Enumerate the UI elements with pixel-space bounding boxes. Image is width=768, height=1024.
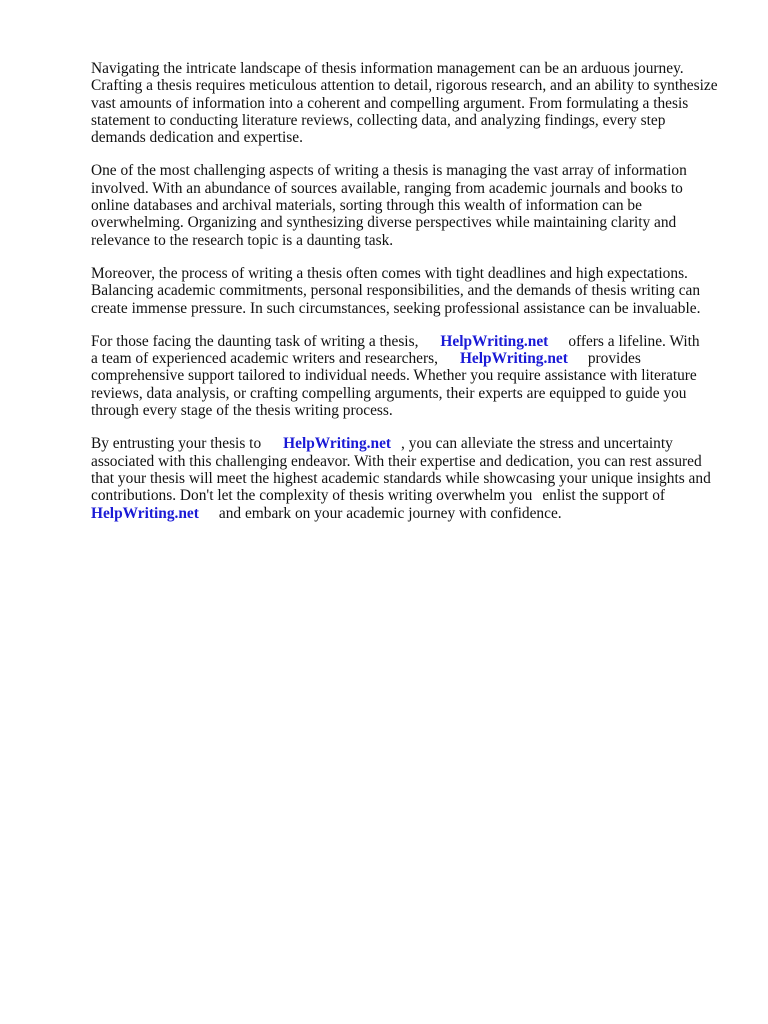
text-line: create immense pressure. In such circumstances, seeking professional assistance can be invaluable. bbox=[91, 299, 701, 317]
text-line bbox=[91, 435, 731, 452]
paragraph-2 bbox=[91, 162, 731, 248]
text-segment: contributions. Don't let the complexity of thesis writing overwhelm you bbox=[91, 487, 533, 505]
document-page bbox=[91, 60, 731, 538]
text-line: One of the most challenging aspects of writing a thesis is managing the vast array of information bbox=[91, 162, 687, 180]
text-segment: , you can alleviate the stress and uncertainty bbox=[401, 435, 673, 453]
text-line: vast amounts of information into a coherent and compelling argument. From formulating a thesis bbox=[91, 94, 689, 112]
text-segment: and embark on your academic journey with confidence. bbox=[218, 504, 562, 522]
paragraph-5 bbox=[91, 435, 731, 521]
text-line: demands dedication and expertise. bbox=[91, 129, 303, 147]
text-line: statement to conducting literature reviews, collecting data, and analyzing findings, every step bbox=[91, 111, 666, 129]
paragraph-1 bbox=[91, 60, 731, 146]
text-line: through every stage of the thesis writing process. bbox=[91, 402, 393, 420]
text-line: that your thesis will meet the highest academic standards while showcasing your unique insights and bbox=[91, 469, 711, 487]
text-line bbox=[91, 333, 731, 350]
paragraph-3 bbox=[91, 265, 731, 317]
text-line: involved. With an abundance of sources available, ranging from academic journals and books to bbox=[91, 179, 683, 197]
helpwriting-link[interactable]: HelpWriting.net bbox=[283, 435, 392, 453]
text-segment: a team of experienced academic writers and researchers, bbox=[91, 350, 438, 368]
text-segment: enlist the support of bbox=[542, 487, 666, 505]
text-segment: offers a lifeline. With bbox=[568, 332, 700, 350]
text-line: comprehensive support tailored to individual needs. Whether you require assistance with literature bbox=[91, 367, 697, 385]
text-line: reviews, data analysis, or crafting compelling arguments, their experts are equipped to guide you bbox=[91, 384, 687, 402]
helpwriting-link[interactable]: HelpWriting.net bbox=[440, 332, 549, 350]
text-line: associated with this challenging endeavor. With their expertise and dedication, you can rest assured bbox=[91, 452, 702, 470]
helpwriting-link[interactable]: HelpWriting.net bbox=[91, 504, 199, 522]
text-segment: For those facing the daunting task of writing a thesis, bbox=[91, 332, 419, 350]
text-line bbox=[91, 487, 731, 504]
text-line: Balancing academic commitments, personal responsibilities, and the demands of thesis writing can bbox=[91, 282, 701, 300]
helpwriting-link[interactable]: HelpWriting.net bbox=[459, 350, 568, 368]
text-line: overwhelming. Organizing and synthesizing diverse perspectives while maintaining clarity and bbox=[91, 214, 677, 232]
text-line: Moreover, the process of writing a thesis often comes with tight deadlines and high expectations. bbox=[91, 264, 688, 282]
text-segment: By entrusting your thesis to bbox=[91, 435, 262, 453]
text-segment: provides bbox=[587, 350, 641, 368]
text-line: relevance to the research topic is a daunting task. bbox=[91, 231, 394, 249]
text-line bbox=[91, 350, 731, 367]
paragraph-4 bbox=[91, 333, 731, 419]
text-line: online databases and archival materials, sorting through this wealth of information can be bbox=[91, 197, 642, 215]
text-line: Navigating the intricate landscape of thesis information management can be an arduous journey. bbox=[91, 60, 684, 77]
text-line bbox=[91, 505, 731, 522]
text-line: Crafting a thesis requires meticulous attention to detail, rigorous research, and an ability to synthesize bbox=[91, 77, 718, 95]
